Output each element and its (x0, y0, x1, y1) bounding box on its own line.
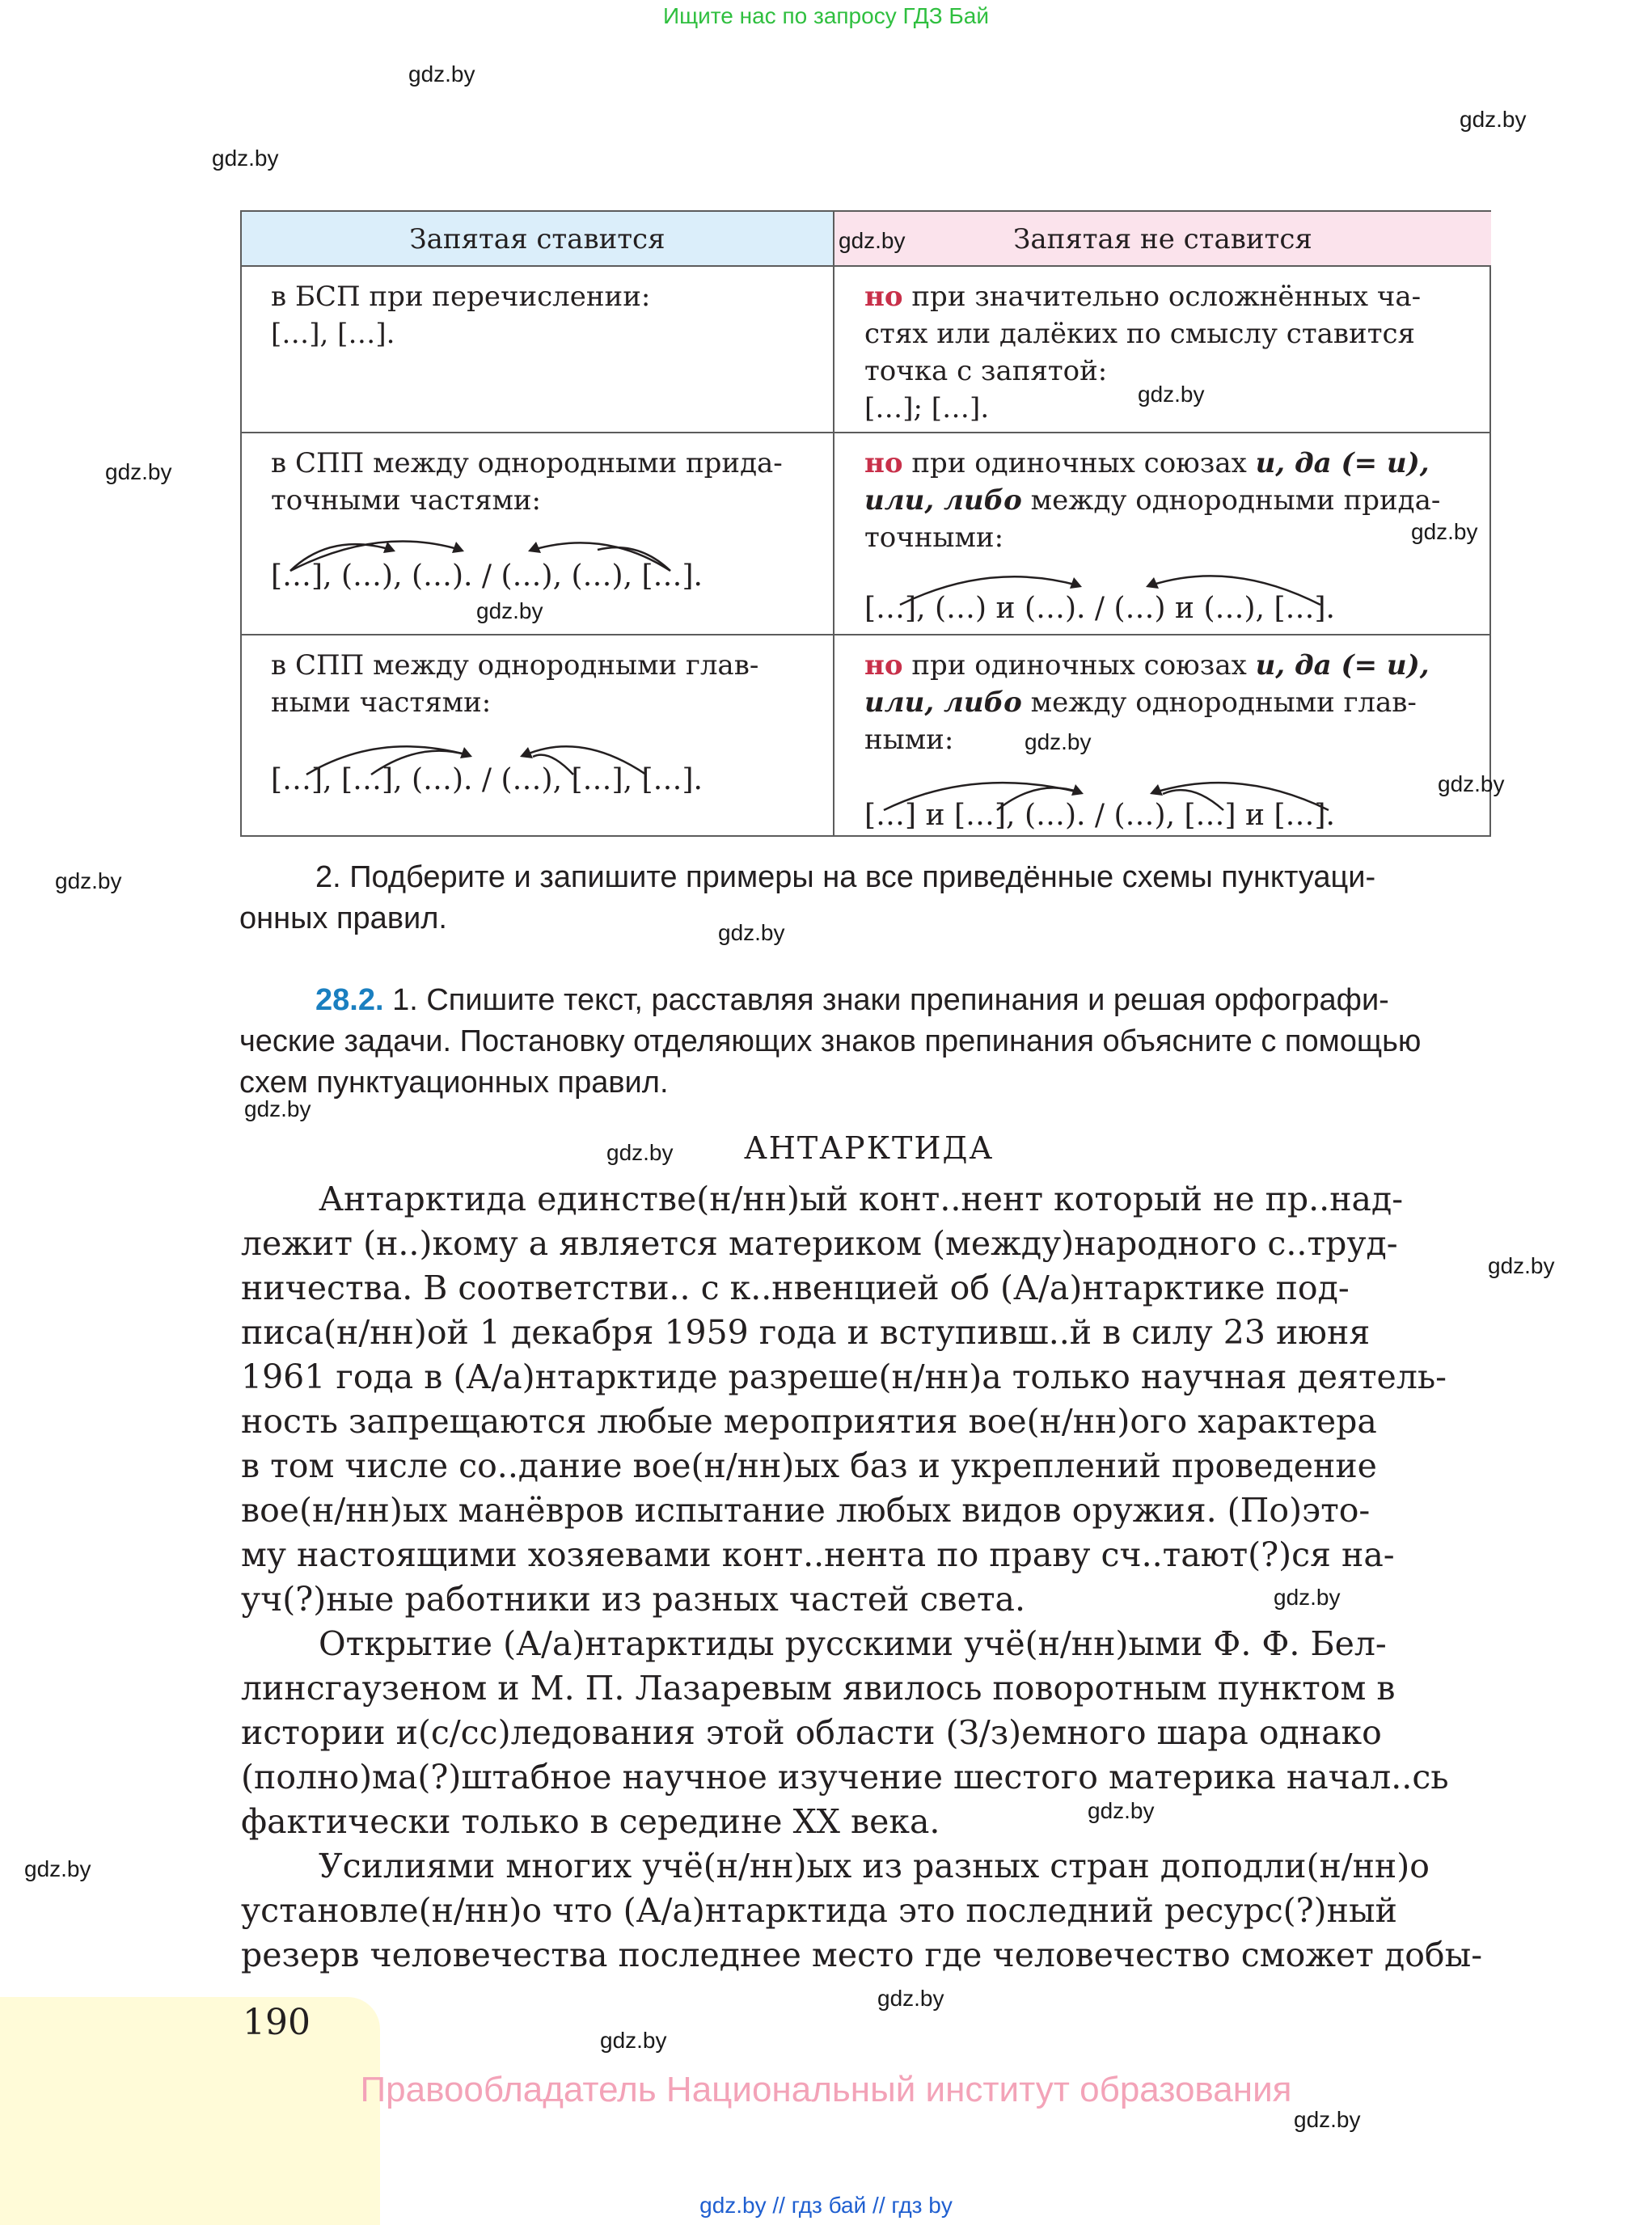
row-divider (242, 265, 1489, 267)
scheme-text: […], (…), (…). / (…), (…), […]. (271, 559, 703, 593)
task-2-text (239, 857, 1492, 939)
cell-text: ными: (864, 724, 954, 756)
text-line: вое(н/нн)ых манёвров испытание любых видов оружия. (По)это- (241, 1491, 1371, 1530)
scheme-text: […], (…) и (…). / (…) и (…), […]. (864, 592, 1335, 625)
cell-text: при значительно осложнённых ча- (911, 281, 1422, 313)
watermark: gdz.by (212, 146, 279, 171)
text-line: (полно)ма(?)штабное научное изучение шестого материка начал..сь (241, 1758, 1449, 1796)
text-line: лежит (н..)кому а является материком (между)народного с..труд- (241, 1224, 1398, 1263)
scheme-text: […], […]. (271, 318, 395, 350)
watermark: gdz.by (1438, 771, 1505, 796)
text-line: му настоящими хозяевами конт..нента по праву сч..тают(?)ся на- (241, 1535, 1395, 1574)
page-number: 190 (243, 2002, 311, 2043)
watermark: gdz.by (1274, 1585, 1341, 1610)
text-line: фактически только в середине XX века. (241, 1802, 940, 1841)
cell-text: точка с запятой: (864, 355, 1108, 387)
watermark: gdz.by (24, 1856, 91, 1881)
text-line: 1961 года в (А/а)нтарктиде разреше(н/нн)а только научная деятель- (241, 1357, 1447, 1396)
row2-left-cell (271, 445, 783, 519)
row3-left-cell (271, 647, 758, 721)
cell-text: ными частями: (271, 686, 492, 719)
watermark: gdz.by (600, 2028, 667, 2053)
task-line: 1. Спишите текст, расставляя знаки препинания и решая орфографи- (392, 983, 1389, 1017)
punctuation-table (240, 210, 1491, 837)
cell-text: стях или далёких по смыслу ставится (864, 318, 1415, 350)
text-line: истории и(с/сс)ледования этой области (З/з)емного шара однако (241, 1713, 1382, 1752)
header-comma-placed: Запятая ставится (409, 223, 665, 255)
text-line: установле(н/нн)о что (А/а)нтарктида это последний ресурс(?)ный (241, 1891, 1397, 1930)
conjunctions-text: и, да (= и), (1255, 447, 1430, 479)
but-marker: но (864, 649, 903, 682)
conjunctions-text: или, либо (864, 484, 1022, 517)
text-line: ничества. В соответстви.. с к..нвенцией об (А/а)нтарктике под- (241, 1269, 1350, 1307)
cell-text: точными частями: (271, 484, 542, 517)
cell-text: между однородными прида- (1030, 484, 1441, 517)
but-marker: но (864, 447, 903, 479)
text-title: АНТАРКТИДА (744, 1130, 995, 1166)
row-divider (242, 634, 1489, 635)
watermark: gdz.by (408, 61, 475, 87)
text-line: писа(н/нн)ой 1 декабря 1959 года и вступивш..й в силу 23 июня (241, 1313, 1371, 1352)
scheme-text: […] и […], (…). / (…), […] и […]. (864, 799, 1335, 832)
cell-text: в СПП между однородными глав- (271, 649, 759, 682)
watermark: gdz.by (1138, 382, 1205, 407)
watermark: gdz.by (1025, 729, 1092, 754)
but-marker: но (864, 281, 903, 313)
watermark: gdz.by (1294, 2107, 1361, 2132)
text-line: ность запрещаются любые мероприятия вое(н/нн)ого характера (241, 1402, 1377, 1441)
watermark: gdz.by (55, 868, 122, 893)
text-line: линсгаузеном и М. П. Лазаревым явилось поворотным пунктом в (241, 1669, 1396, 1708)
watermark: gdz.by (718, 920, 785, 945)
cell-text: при одиночных союзах (911, 447, 1247, 479)
row2-right-cell (864, 445, 1440, 556)
row3-right-cell (864, 647, 1430, 758)
cell-text: при одиночных союзах (911, 649, 1247, 682)
row-divider (242, 432, 1489, 433)
text-line: в том числе со..дание вое(н/нн)ых баз и укреплений проведение (241, 1446, 1377, 1485)
copyright-notice: Правообладатель Национальный институт образования (360, 2070, 1292, 2109)
watermark: gdz.by (1460, 107, 1527, 132)
task-line: 2. Подберите и запишите примеры на все приведённые схемы пунктуаци- (315, 860, 1376, 894)
page-corner-background (0, 1997, 380, 2225)
watermark: gdz.by (1088, 1798, 1155, 1823)
scheme-text: […]; […]. (864, 392, 990, 424)
task-line: ческие задачи. Постановку отделяющих знаков препинания объясните с помощью (239, 1024, 1422, 1058)
exercise-number: 28.2. (315, 983, 384, 1017)
watermark: gdz.by (606, 1140, 674, 1165)
watermark: gdz.by (839, 228, 906, 253)
cell-text: между однородными глав- (1030, 686, 1417, 719)
task-line: онных правил. (239, 901, 447, 935)
task-line: схем пунктуационных правил. (239, 1066, 669, 1100)
column-divider (833, 212, 834, 835)
text-line: Антарктида единстве(н/нн)ый конт..нент который не пр..над- (319, 1180, 1404, 1218)
cell-text: в СПП между однородными прида- (271, 447, 783, 479)
scheme-text: […], […], (…). / (…), […], […]. (271, 763, 703, 796)
watermark: gdz.by (105, 459, 172, 484)
header-comma-not-placed: Запятая не ставится (1013, 223, 1312, 255)
watermark: gdz.by (476, 598, 543, 623)
text-line: Усилиями многих учё(н/нн)ых из разных стран доподли(н/нн)о (319, 1847, 1430, 1885)
row1-left-cell (271, 278, 650, 353)
bottom-links[interactable]: gdz.by // гдз бай // гдз by (699, 2193, 953, 2218)
cell-text: в БСП при перечислении: (271, 281, 651, 313)
watermark: gdz.by (244, 1096, 311, 1121)
conjunctions-text: или, либо (864, 686, 1022, 719)
cell-text: точными: (864, 521, 1004, 554)
exercise-instructions (239, 980, 1496, 1104)
text-line: уч(?)ные работники из разных частей света. (241, 1580, 1026, 1619)
text-line: резерв человечества последнее место где человечество сможет добы- (241, 1936, 1483, 1974)
watermark: gdz.by (1411, 519, 1478, 544)
exercise-text (241, 1177, 1493, 1978)
text-line: Открытие (А/а)нтарктиды русскими учё(н/нн)ыми Ф. Ф. Бел- (319, 1624, 1387, 1663)
conjunctions-text: и, да (= и), (1255, 649, 1430, 682)
top-banner[interactable]: Ищите нас по запросу ГДЗ Бай (662, 3, 990, 28)
watermark: gdz.by (1488, 1253, 1555, 1278)
watermark: gdz.by (877, 1986, 944, 2011)
